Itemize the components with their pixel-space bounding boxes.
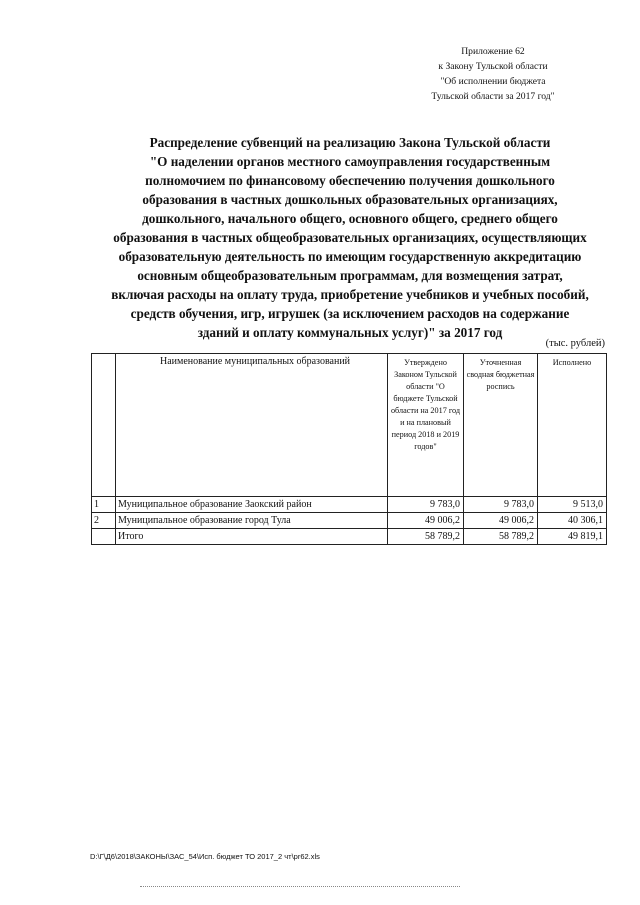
appendix-line: "Об исполнении бюджета [440,76,546,87]
header-executed: Исполнено [538,354,607,497]
title-line: дошкольного, начального общего, основного общего, среднего общего [142,211,558,226]
header-approved: Утверждено Законом Тульской области "О бюджете Тульской области на 2017 год и на плановый период 2018 и 2019 годов" [388,354,464,497]
appendix-line: Тульской области за 2017 год" [431,91,555,102]
row-executed: 9 513,0 [538,497,607,513]
row-refined: 9 783,0 [464,497,538,513]
row-name: Муниципальное образование Заокский район [116,497,388,513]
title-line: образовательную деятельность по имеющим государственную аккредитацию [118,249,582,264]
title-line: средств обучения, игр, игрушек (за исключением расходов на содержание [130,306,570,321]
appendix-line: к Закону Тульской области [438,61,548,72]
row-num: 1 [92,497,116,513]
table-header-row [92,354,607,497]
row-approved: 9 783,0 [388,497,464,513]
title-line: Распределение субвенций на реализацию Закона Тульской области [149,135,551,150]
header-num [92,354,116,497]
title-line: включая расходы на оплату труда, приобретение учебников и учебных пособий, [111,287,589,302]
document-title [70,133,630,342]
row-num: 2 [92,513,116,529]
title-line: образования в частных дошкольных образовательных организациях, [142,192,558,207]
title-line: "О наделении органов местного самоуправления государственным [149,154,551,169]
row-refined: 49 006,2 [464,513,538,529]
table-row [92,497,607,513]
header-name: Наименование муниципальных образований [116,354,388,497]
title-line: образования в частных общеобразовательных организациях, осуществляющих [113,230,587,245]
row-name: Итого [116,529,388,545]
title-line: полномочием по финансовому обеспечению получения дошкольного [145,173,555,188]
row-refined: 58 789,2 [464,529,538,545]
title-line: зданий и оплату коммунальных услуг)" за 2017 год [197,325,503,340]
row-name: Муниципальное образование город Тула [116,513,388,529]
scan-artifact-line [140,886,460,887]
row-num [92,529,116,545]
title-line: основным общеобразовательным программам, для возмещения затрат, [137,268,563,283]
file-path-footer: D:\Г\Д6\2018\ЗАКОНЫ\ЗАС_54\Исп. бюджет ТО 2017_2 чт\pr62.xls [90,852,320,861]
row-approved: 49 006,2 [388,513,464,529]
table-total-row [92,529,607,545]
row-executed: 49 819,1 [538,529,607,545]
appendix-line: Приложение 62 [461,46,525,57]
header-refined: Уточненная сводная бюджетная роспись [464,354,538,497]
subsidy-table [91,353,607,545]
units-label: (тыс. рублей) [545,338,605,349]
row-approved: 58 789,2 [388,529,464,545]
table-row [92,513,607,529]
row-executed: 40 306,1 [538,513,607,529]
appendix-note [400,44,586,104]
